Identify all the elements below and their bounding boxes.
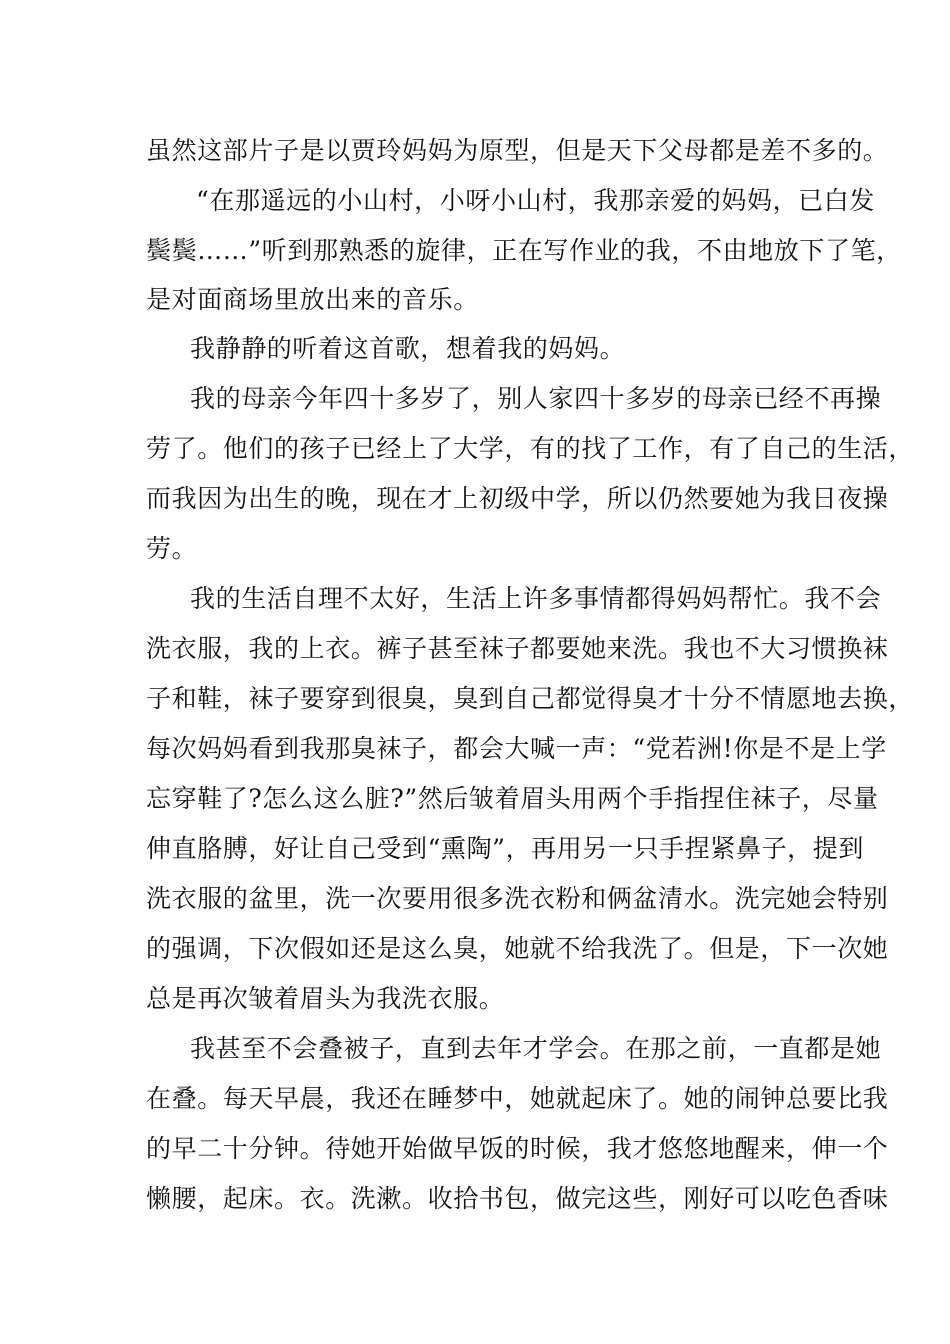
text-line: 总是再次皱着眉头为我洗衣服。 [146, 984, 505, 1013]
text-line: 洗衣服的盆里，洗一次要用很多洗衣粉和俩盆清水。洗完她会特别 [146, 884, 889, 913]
text-line: 伸直胳膊，好让自己受到“熏陶”，再用另一只手捏紧鼻子，提到 [146, 834, 864, 863]
text-line: 每次妈妈看到我那臭袜子，都会大喊一声：“党若洲!你是不是上学 [146, 734, 887, 763]
text-line: 懒腰，起床。衣。洗漱。收拾书包，做完这些，刚好可以吃色香味 [146, 1184, 889, 1213]
text-line: 的强调，下次假如还是这么臭，她就不给我洗了。但是，下一次她 [146, 934, 889, 963]
text-line: 子和鞋，袜子要穿到很臭，臭到自己都觉得臭才十分不情愿地去换， [146, 684, 915, 713]
text-line: 忘穿鞋了?怎么这么脏?”然后皱着眉头用两个手指捏住袜子，尽量 [146, 784, 879, 813]
text-line: 我的生活自理不太好，生活上许多事情都得妈妈帮忙。我不会 [190, 584, 882, 613]
text-line: 鬓鬓……”听到那熟悉的旋律，正在写作业的我，不由地放下了笔， [146, 236, 902, 265]
text-line: 虽然这部片子是以贾玲妈妈为原型，但是天下父母都是差不多的。 [146, 136, 889, 165]
text-line: 而我因为出生的晚，现在才上初级中学，所以仍然要她为我日夜操 [146, 484, 889, 513]
text-line: 在叠。每天早晨，我还在睡梦中，她就起床了。她的闹钟总要比我 [146, 1084, 889, 1113]
text-line: 我的母亲今年四十多岁了，别人家四十多岁的母亲已经不再操 [190, 384, 882, 413]
text-line: 我静静的听着这首歌，想着我的妈妈。 [190, 334, 626, 363]
text-line: 洗衣服，我的上衣。裤子甚至袜子都要她来洗。我也不大习惯换袜 [146, 634, 889, 663]
text-line: 劳了。他们的孩子已经上了大学，有的找了工作，有了自己的生活， [146, 434, 915, 463]
text-line: “在那遥远的小山村，小呀小山村，我那亲爱的妈妈，已白发 [196, 186, 875, 215]
text-line: 劳。 [146, 534, 198, 563]
text-line: 是对面商场里放出来的音乐。 [146, 285, 479, 314]
text-line: 的早二十分钟。待她开始做早饭的时候，我才悠悠地醒来，伸一个 [146, 1134, 889, 1163]
text-line: 我甚至不会叠被子，直到去年才学会。在那之前，一直都是她 [190, 1034, 882, 1063]
